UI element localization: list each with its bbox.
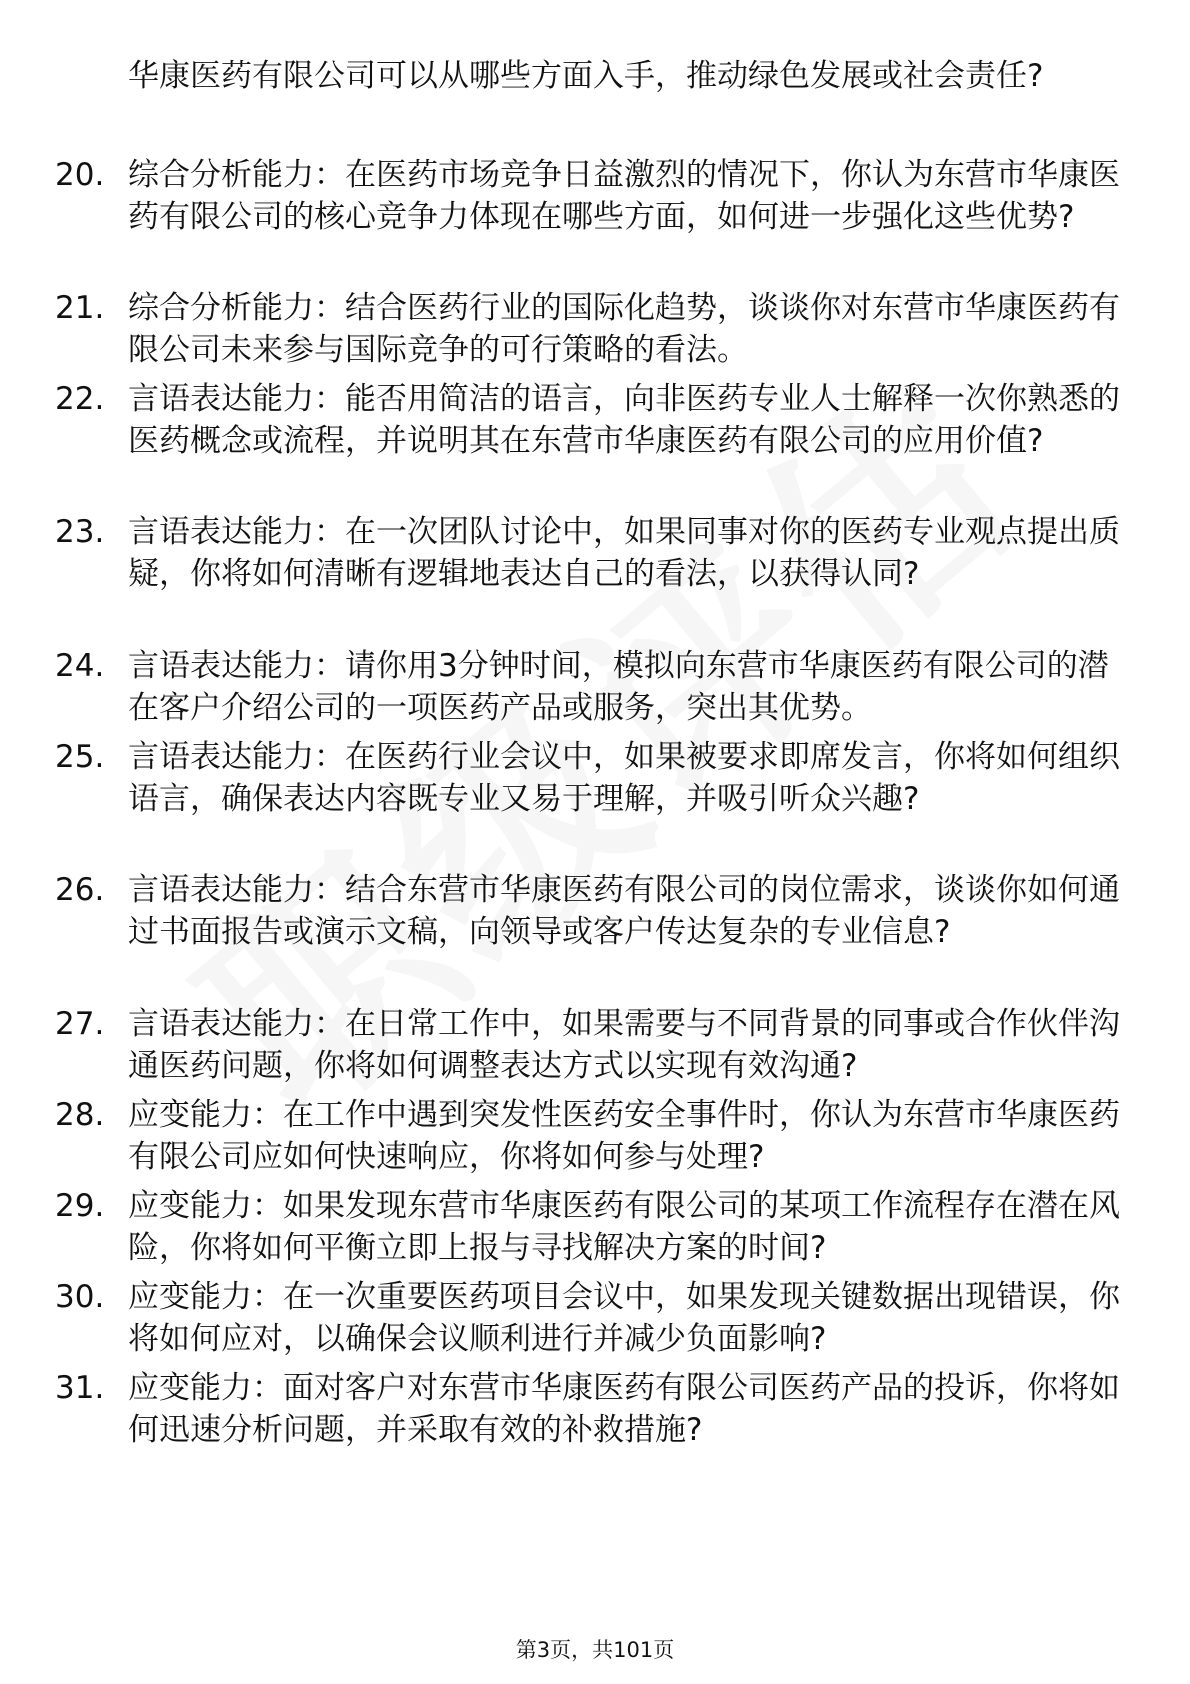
question-number: 25.: [55, 739, 105, 775]
question-number: 27.: [55, 1006, 105, 1042]
question-text: 言语表达能力：请你用3分钟时间，模拟向东营市华康医药有限公司的潜在客户介绍公司的一项医药产品或服务，突出其优势。: [128, 648, 1109, 726]
question-text: 应变能力：面对客户对东营市华康医药有限公司医药产品的投诉，你将如何迅速分析问题，并采取有效的补救措施?: [128, 1370, 1120, 1448]
question-number: 24.: [55, 648, 105, 684]
question-text: 言语表达能力：在一次团队讨论中，如果同事对你的医药专业观点提出质疑，你将如何清晰有逻辑地表达自己的看法，以获得认同?: [128, 514, 1120, 592]
question-text: 言语表达能力：能否用简洁的语言，向非医药专业人士解释一次你熟悉的医药概念或流程，并说明其在东营市华康医药有限公司的应用价值?: [128, 381, 1120, 459]
question-text: 言语表达能力：在日常工作中，如果需要与不同背景的同事或合作伙伴沟通医药问题，你将如何调整表达方式以实现有效沟通?: [128, 1006, 1120, 1084]
question-number: 29.: [55, 1188, 105, 1224]
question-text: 应变能力：在一次重要医药项目会议中，如果发现关键数据出现错误，你将如何应对，以确保会议顺利进行并减少负面影响?: [128, 1279, 1120, 1357]
question-number: 28.: [55, 1097, 105, 1133]
question-text: 言语表达能力：结合东营市华康医药有限公司的岗位需求，谈谈你如何通过书面报告或演示文稿，向领导或客户传达复杂的专业信息?: [128, 872, 1120, 950]
question-number: 21.: [55, 290, 105, 326]
question-number: 30.: [55, 1279, 105, 1315]
question-text: 应变能力：在工作中遇到突发性医药安全事件时，你认为东营市华康医药有限公司应如何快速响应，你将如何参与处理?: [128, 1097, 1120, 1175]
question-number: 26.: [55, 872, 105, 908]
question-text: 综合分析能力：在医药市场竞争日益激烈的情况下，你认为东营市华康医药有限公司的核心竞争力体现在哪些方面，如何进一步强化这些优势?: [128, 157, 1120, 235]
question-number: 31.: [55, 1370, 105, 1406]
question-text: 综合分析能力：结合医药行业的国际化趋势，谈谈你对东营市华康医药有限公司未来参与国际竞争的可行策略的看法。: [128, 290, 1120, 368]
question-number: 20.: [55, 157, 105, 193]
question-text: 言语表达能力：在医药行业会议中，如果被要求即席发言，你将如何组织语言，确保表达内容既专业又易于理解，并吸引听众兴趣?: [128, 739, 1120, 817]
question-text: 应变能力：如果发现东营市华康医药有限公司的某项工作流程存在潜在风险，你将如何平衡立即上报与寻找解决方案的时间?: [128, 1188, 1120, 1266]
continuation-text: 华康医药有限公司可以从哪些方面入手，推动绿色发展或社会责任?: [128, 58, 1044, 94]
question-number: 23.: [55, 514, 105, 550]
question-number: 22.: [55, 381, 105, 417]
page-footer: 第3页，共101页: [515, 1638, 675, 1662]
